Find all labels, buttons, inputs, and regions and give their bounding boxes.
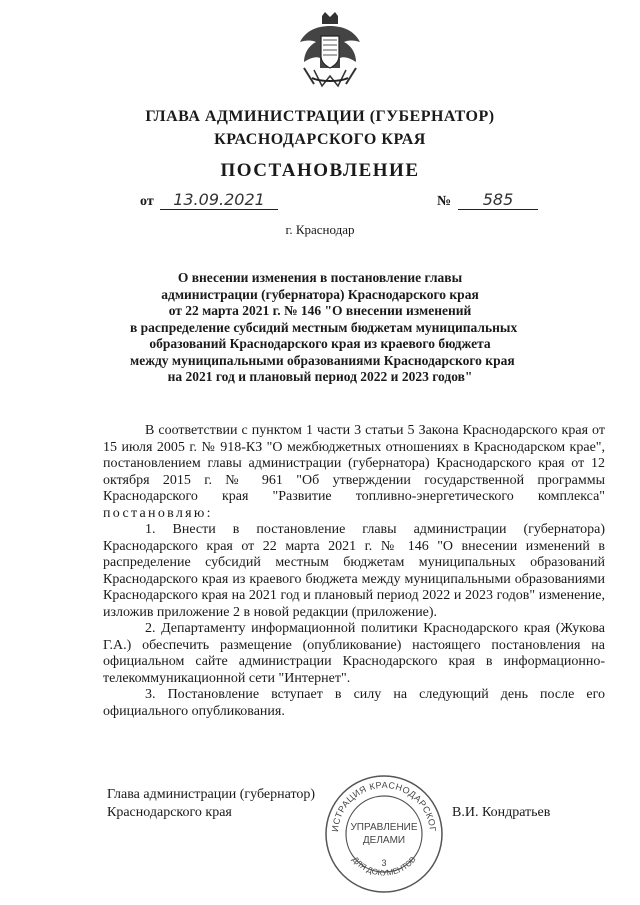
authority-line-2: КРАСНОДАРСКОГО КРАЯ	[214, 131, 426, 148]
item-1-paragraph: 1. Внести в постановление главы администрации (губернатора) Краснодарского края от 22 марта 2021 г. № 146 "О внесении изменений в распределение субсидий местным бюджетам муниципальных образований Краснодарского края из краевого бюджета между муниципальными образованиями Краснодарского края на 2021 год и плановый период 2022 и 2023 годов" изменение, изложив приложение 2 в новой редакции (приложение).	[103, 522, 605, 620]
stamp-bottom-text: ДЛЯ ДОКУМЕНТОВ	[350, 854, 418, 878]
document-body	[103, 423, 605, 720]
krasnodar-coat-of-arms-icon	[294, 12, 366, 88]
title-line: на 2021 год и плановый период 2022 и 2023 годов"	[167, 369, 473, 384]
document-date: 13.09.2021	[160, 191, 278, 210]
title-line: в распределение субсидий местным бюджетам муниципальных	[130, 319, 518, 335]
document-title	[130, 270, 518, 386]
item-3-paragraph: 3. Постановление вступает в силу на следующий день после его официального опубликования.	[103, 687, 605, 719]
document-number: 585	[458, 191, 538, 210]
title-line: между муниципальными образованиями Краснодарского края	[130, 352, 515, 368]
signature-position-line: Краснодарского края	[107, 805, 232, 820]
date-label: от	[140, 194, 154, 209]
authority-line-1: ГЛАВА АДМИНИСТРАЦИИ (ГУБЕРНАТОР)	[145, 108, 495, 125]
title-line: образований Краснодарского края из краевого бюджета	[149, 336, 491, 351]
title-line: О внесении изменения в постановление главы	[177, 270, 463, 285]
decree-word: постановляю:	[103, 505, 213, 521]
stamp-center-line: УПРАВЛЕНИЕ	[350, 822, 418, 833]
signature-position-line: Глава администрации (губернатор)	[107, 787, 316, 802]
signer-name: В.И. Кондратьев	[452, 805, 551, 820]
document-meta	[0, 191, 640, 215]
signature-position	[107, 786, 315, 822]
preamble-text: В соответствии с пунктом 1 части 3 статьи 5 Закона Краснодарского края от 15 июля 2005 г. № 918-КЗ "О межбюджетных отношениях в Краснодарском крае", постановлением главы администрации (губернатора) Краснодарского края от 12 октября 2015 г. № 961 "Об утверждении государственной программы Краснодарского края "Развитие топливно-энергетического комплекса"	[103, 423, 605, 504]
title-line: администрации (губернатора) Краснодарского края	[161, 286, 479, 302]
number-label: №	[437, 194, 452, 209]
item-2-paragraph: 2. Департаменту информационной политики Краснодарского края (Жукова Г.А.) обеспечить размещение (опубликование) настоящего постановления на официальном сайте администрации Краснодарского края в информационно-телекоммуникационной сети "Интернет".	[103, 621, 605, 686]
city: г. Краснодар	[285, 222, 355, 237]
stamp-number: 3	[381, 858, 387, 868]
title-line: от 22 марта 2021 г. № 146 "О внесении изменений	[168, 303, 472, 318]
official-stamp	[320, 770, 448, 898]
document-type: ПОСТАНОВЛЕНИЕ	[220, 160, 420, 181]
stamp-center-line: ДЕЛАМИ	[362, 835, 406, 846]
preamble-paragraph	[103, 423, 605, 522]
stamp-outer-text: ИСТРАЦИЯ КРАСНОДАРСКОГ	[329, 779, 438, 833]
